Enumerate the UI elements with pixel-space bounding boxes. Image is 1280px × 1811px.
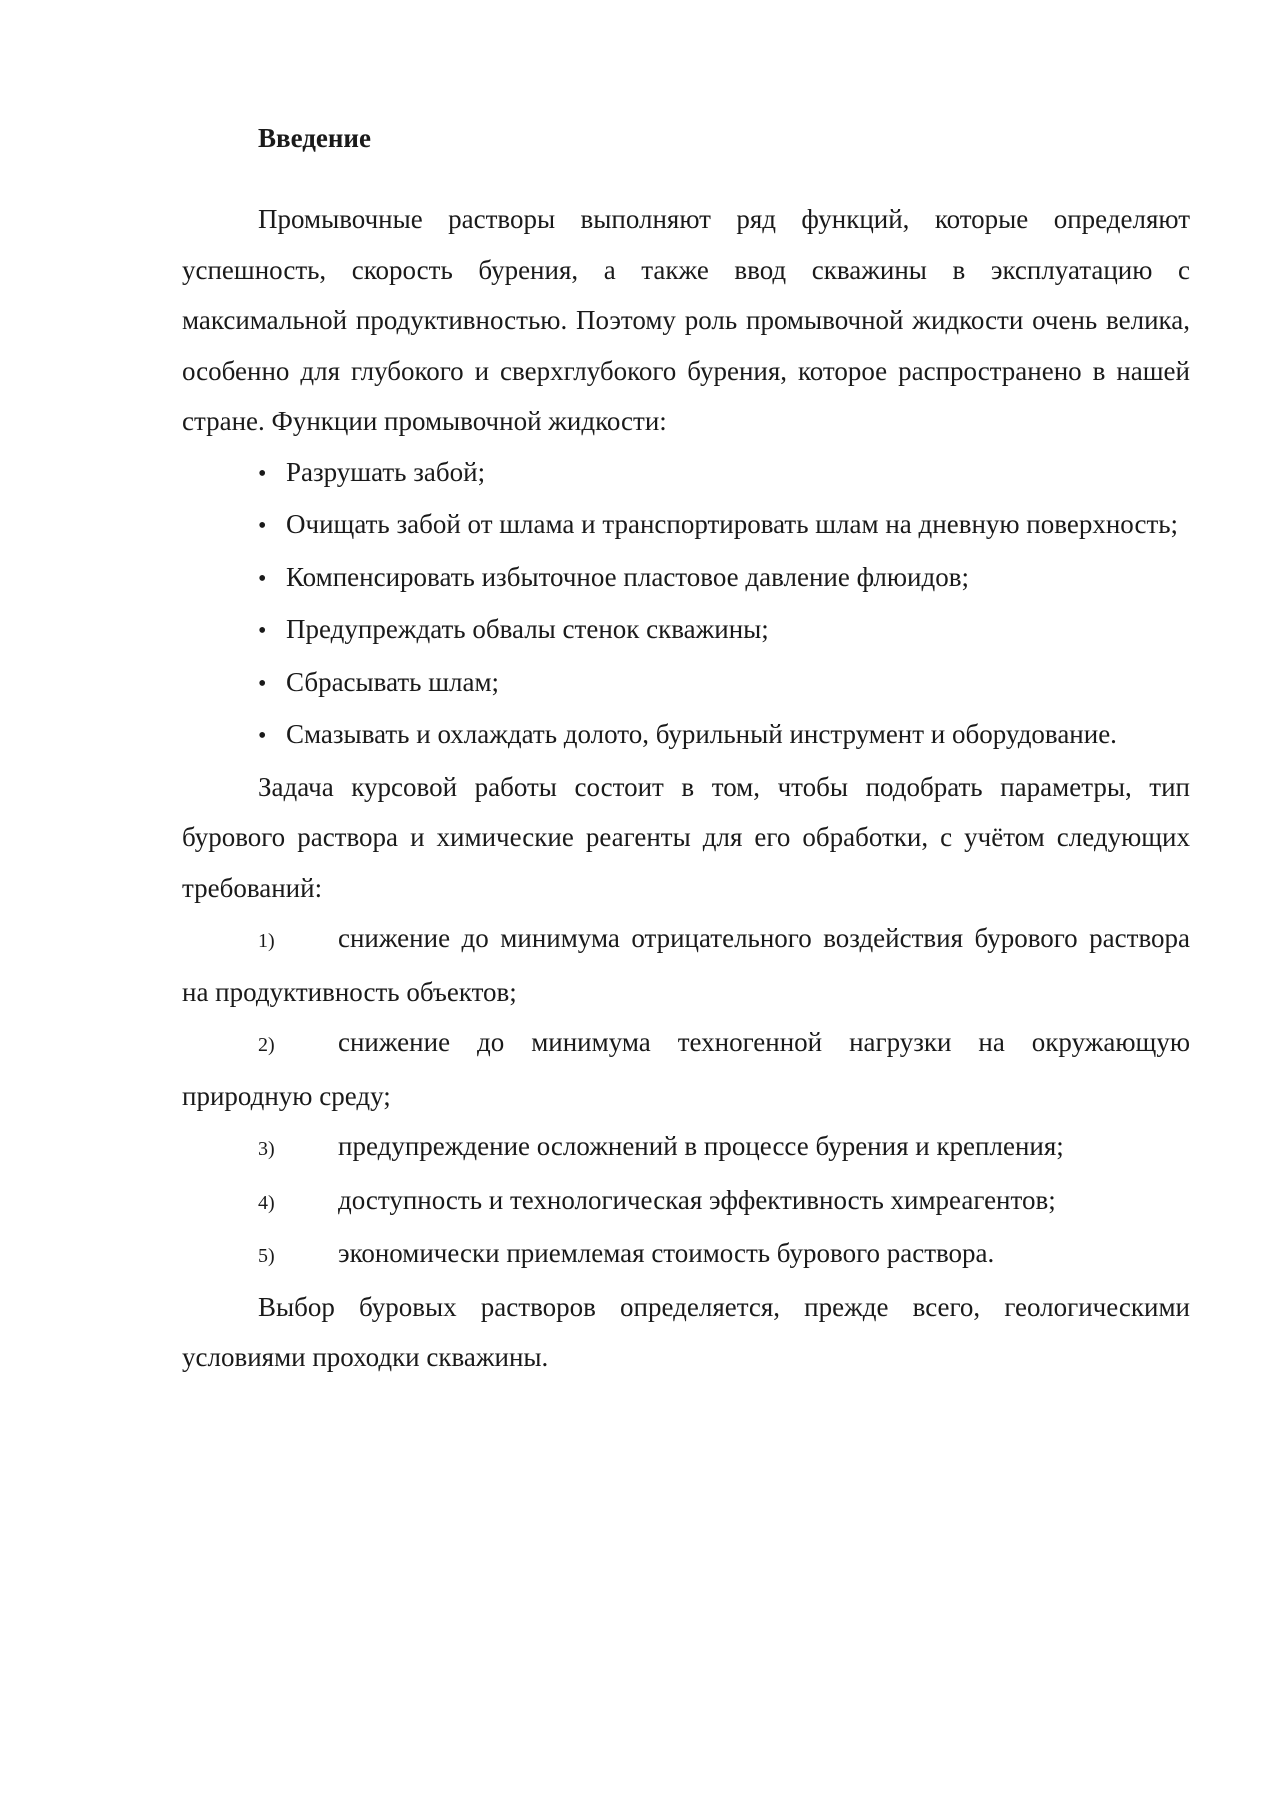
task-paragraph: Задача курсовой работы состоит в том, чтобы подобрать параметры, тип бурового раствора и химические реагенты для его обработки, с учётом следующих требований:: [182, 771, 1190, 903]
bullet-text: Смазывать и охлаждать долото, бурильный инструмент и оборудование.: [286, 719, 1117, 749]
bullet-text: Очищать забой от шлама и транспортировать шлам на дневную поверхность;: [286, 509, 1179, 539]
bullet-text: Разрушать забой;: [286, 456, 486, 487]
section-heading: Введение: [258, 123, 371, 153]
list-number: 1): [258, 930, 275, 952]
list-number: 2): [258, 1034, 275, 1056]
bullet-marker: •: [258, 513, 267, 539]
bullet-item: [182, 657, 1190, 710]
bullet-marker: •: [258, 565, 267, 592]
bullet-text: Предупреждать обвалы стенок скважины;: [286, 614, 769, 644]
intro-paragraph: Промывочные растворы выполняют ряд функций, которые определяют успешность, скорость бурения, а также ввод скважины в эксплуатацию с максимальной продуктивностью. Поэтому роль промывочной жидкости очень велика, особенно для глубокого и сверхглубокого бурения, которое распространено в нашей стране. Функции промывочной жидкости:: [182, 204, 1190, 436]
list-number: 5): [258, 1245, 275, 1267]
numbered-text: экономически приемлемая стоимость бурового раствора.: [338, 1238, 995, 1268]
numbered-item: [182, 1121, 1190, 1175]
numbered-text: снижение до минимума техногенной нагрузки на окружающую природную среду;: [182, 1027, 1190, 1111]
bullet-marker: •: [258, 723, 267, 749]
closing-paragraph: Выбор буровых растворов определяется, прежде всего, геологическими условиями проходки скважины.: [182, 1291, 1190, 1372]
list-number: 3): [258, 1138, 275, 1160]
bullet-item: [182, 499, 1190, 552]
numbered-item: [182, 1228, 1190, 1282]
list-number: 4): [258, 1191, 275, 1214]
bullet-marker: •: [258, 460, 267, 487]
numbered-item: [182, 1017, 1190, 1121]
bullet-item: [182, 604, 1190, 657]
bullet-text: Сбрасывать шлам;: [286, 666, 500, 697]
numbered-text: снижение до минимума отрицательного воздействия бурового раствора на продуктивность объектов;: [182, 923, 1190, 1007]
bullet-marker: •: [258, 618, 267, 644]
numbered-item: [182, 913, 1190, 1017]
numbered-text: предупреждение осложнений в процессе бурения и крепления;: [338, 1131, 1064, 1161]
bullet-text: Компенсировать избыточное пластовое давление флюидов;: [286, 561, 969, 592]
bullet-item: [182, 552, 1190, 605]
bullet-marker: •: [258, 670, 267, 697]
bullet-item: [182, 447, 1190, 500]
numbered-item: [182, 1175, 1190, 1229]
bullet-item: [182, 709, 1190, 762]
document-body: [182, 118, 1190, 1383]
numbered-text: доступность и технологическая эффективность химреагентов;: [338, 1184, 1056, 1215]
